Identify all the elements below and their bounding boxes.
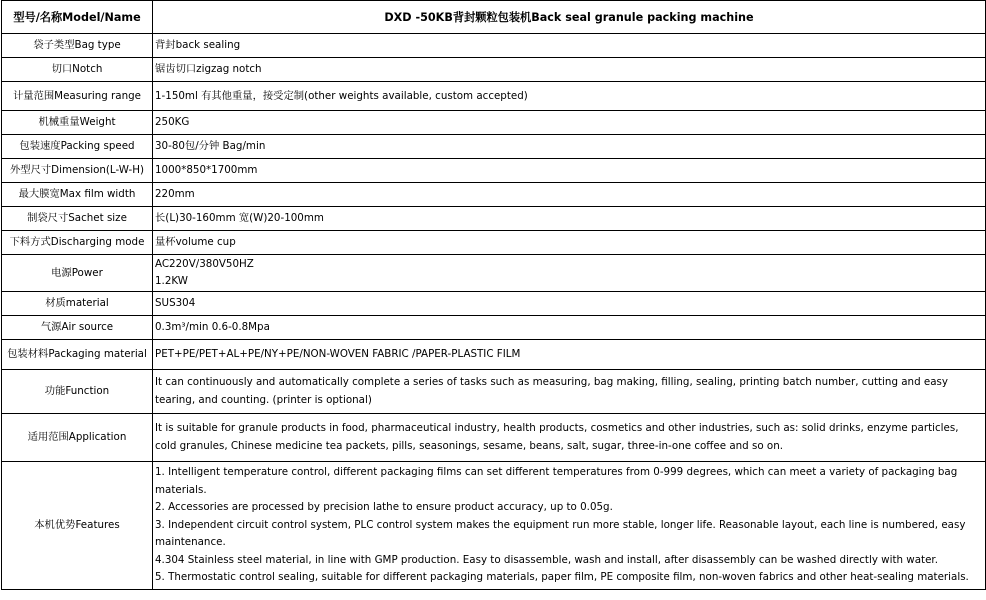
row-value: 220mm bbox=[153, 183, 986, 207]
table-row bbox=[2, 34, 986, 58]
table-row bbox=[2, 183, 986, 207]
feature-line: 4.304 Stainless steel material, in line with GMP production. Easy to disassemble, wash and install, after disassembly can be washed directly with water. bbox=[155, 553, 938, 566]
row-value: 锯齿切口zigzag notch bbox=[153, 58, 986, 82]
row-value: 250KG bbox=[153, 111, 986, 135]
row-value: 量杯volume cup bbox=[153, 231, 986, 255]
row-label: 适用范围Application bbox=[2, 414, 153, 462]
feature-line: 1. Intelligent temperature control, different packaging films can set different temperatures from 0-999 degrees, which can meet a variety of packaging bag materials. bbox=[155, 466, 958, 496]
table-row bbox=[2, 58, 986, 82]
header-row bbox=[2, 1, 986, 34]
table-row bbox=[2, 340, 986, 370]
row-value: It can continuously and automatically complete a series of tasks such as measuring, bag making, filling, sealing, printing batch number, cutting and easy tearing, and counting. (printer is optional) bbox=[153, 370, 986, 414]
row-value: SUS304 bbox=[153, 292, 986, 316]
row-value bbox=[153, 255, 986, 292]
row-label: 本机优势Features bbox=[2, 462, 153, 590]
row-label: 制袋尺寸Sachet size bbox=[2, 207, 153, 231]
row-label: 机械重量Weight bbox=[2, 111, 153, 135]
table-row bbox=[2, 316, 986, 340]
table-row bbox=[2, 231, 986, 255]
row-label: 包装材料Packaging material bbox=[2, 340, 153, 370]
row-label: 最大膜宽Max film width bbox=[2, 183, 153, 207]
model-label: 型号/名称Model/Name bbox=[2, 1, 153, 34]
row-value: 0.3m³/min 0.6-0.8Mpa bbox=[153, 316, 986, 340]
row-label: 袋子类型Bag type bbox=[2, 34, 153, 58]
row-value: 1000*850*1700mm bbox=[153, 159, 986, 183]
row-label: 材质material bbox=[2, 292, 153, 316]
row-label: 计量范围Measuring range bbox=[2, 82, 153, 111]
power-line: AC220V/380V50HZ bbox=[155, 258, 254, 270]
row-label: 功能Function bbox=[2, 370, 153, 414]
power-line: 1.2KW bbox=[155, 275, 188, 287]
row-label: 电源Power bbox=[2, 255, 153, 292]
row-value: PET+PE/PET+AL+PE/NY+PE/NON-WOVEN FABRIC /PAPER-PLASTIC FILM bbox=[153, 340, 986, 370]
row-value: 1-150ml 有其他重量，接受定制(other weights available, custom accepted) bbox=[153, 82, 986, 111]
row-value: It is suitable for granule products in food, pharmaceutical industry, health products, cosmetics and other industries, such as: solid drinks, enzyme particles, cold granules, Chinese medicine tea packets, pills, seasonings, sesame, beans, salt, sugar, three-in-one coffee and so on. bbox=[153, 414, 986, 462]
feature-line: 2. Accessories are processed by precision lathe to ensure product accuracy, up to 0.05g. bbox=[155, 501, 613, 514]
table-row bbox=[2, 255, 986, 292]
row-value: 30-80包/分钟 Bag/min bbox=[153, 135, 986, 159]
row-value bbox=[153, 462, 986, 590]
table-row bbox=[2, 82, 986, 111]
spec-table bbox=[1, 0, 986, 590]
row-label: 下料方式Discharging mode bbox=[2, 231, 153, 255]
table-row bbox=[2, 207, 986, 231]
feature-line: 5. Thermostatic control sealing, suitable for different packaging materials, paper film, PE composite film, non-woven fabrics and other heat-sealing materials. bbox=[155, 571, 969, 584]
table-row bbox=[2, 111, 986, 135]
row-label: 气源Air source bbox=[2, 316, 153, 340]
row-label: 外型尺寸Dimension(L-W-H) bbox=[2, 159, 153, 183]
row-label: 切口Notch bbox=[2, 58, 153, 82]
table-row bbox=[2, 370, 986, 414]
table-row bbox=[2, 292, 986, 316]
row-value: 长(L)30-160mm 宽(W)20-100mm bbox=[153, 207, 986, 231]
model-value: DXD -50KB背封颗粒包装机Back seal granule packing machine bbox=[153, 1, 986, 34]
table-row bbox=[2, 135, 986, 159]
table-row bbox=[2, 159, 986, 183]
row-label: 包装速度Packing speed bbox=[2, 135, 153, 159]
table-row bbox=[2, 414, 986, 462]
row-value: 背封back sealing bbox=[153, 34, 986, 58]
feature-line: 3. Independent circuit control system, PLC control system makes the equipment run more stable, longer life. Reasonable layout, each line is numbered, easy maintenance. bbox=[155, 518, 966, 549]
table-row bbox=[2, 462, 986, 590]
